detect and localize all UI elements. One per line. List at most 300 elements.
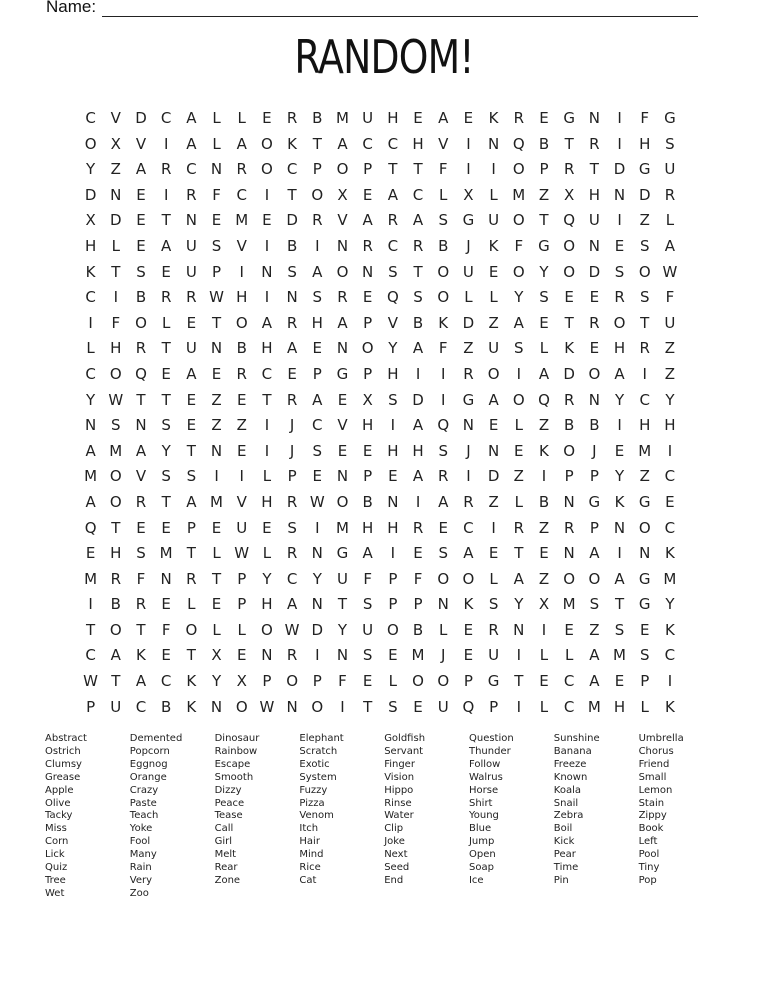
grid-letter[interactable]: A [312, 262, 323, 281]
grid-letter[interactable]: U [437, 697, 449, 716]
grid-letter[interactable]: T [136, 390, 146, 409]
grid-letter[interactable]: Z [664, 364, 676, 383]
grid-letter[interactable]: Y [211, 672, 222, 691]
grid-letter[interactable]: Z [639, 211, 650, 230]
grid-letter[interactable]: D [311, 620, 324, 639]
grid-letter[interactable]: K [438, 313, 449, 332]
grid-letter[interactable]: X [538, 595, 550, 614]
grid-letter[interactable]: I [617, 544, 622, 563]
grid-letter[interactable]: C [286, 569, 298, 588]
grid-letter[interactable]: A [186, 492, 197, 511]
grid-letter[interactable]: U [185, 236, 197, 255]
grid-letter[interactable]: B [412, 313, 424, 332]
grid-letter[interactable]: G [487, 672, 500, 691]
grid-letter[interactable]: M [335, 109, 349, 127]
grid-letter[interactable]: Q [462, 697, 475, 716]
grid-letter[interactable]: P [312, 672, 322, 691]
grid-letter[interactable]: R [664, 185, 676, 204]
grid-letter[interactable]: E [614, 672, 625, 691]
grid-letter[interactable]: N [613, 518, 626, 537]
grid-letter[interactable]: S [413, 288, 423, 307]
grid-letter[interactable]: N [261, 262, 273, 281]
grid-letter[interactable]: I [491, 518, 496, 537]
grid-letter[interactable]: P [640, 672, 650, 691]
grid-letter[interactable]: E [564, 288, 574, 307]
grid-letter[interactable]: O [286, 672, 298, 691]
grid-letter[interactable]: Y [262, 569, 272, 588]
grid-letter[interactable]: T [111, 518, 121, 537]
grid-letter[interactable]: T [211, 313, 222, 332]
grid-letter[interactable]: N [185, 211, 197, 230]
grid-letter[interactable]: L [539, 646, 549, 665]
grid-letter[interactable]: R [286, 313, 298, 332]
grid-letter[interactable]: P [212, 262, 222, 281]
grid-letter[interactable]: I [264, 185, 270, 204]
grid-letter[interactable]: T [161, 390, 171, 409]
name-blank-line[interactable] [102, 0, 698, 17]
grid-letter[interactable]: C [639, 390, 650, 409]
grid-letter[interactable]: S [614, 620, 625, 639]
grid-letter[interactable]: G [336, 364, 349, 383]
grid-letter[interactable]: H [362, 416, 374, 435]
grid-letter[interactable]: Y [614, 467, 625, 486]
grid-letter[interactable]: O [84, 134, 97, 153]
grid-letter[interactable]: D [412, 390, 424, 409]
grid-letter[interactable]: X [337, 185, 348, 204]
grid-letter[interactable]: A [85, 441, 96, 460]
grid-letter[interactable]: M [562, 595, 576, 614]
grid-letter[interactable]: S [111, 416, 121, 435]
grid-letter[interactable]: O [361, 339, 374, 358]
grid-letter[interactable]: M [411, 646, 425, 665]
grid-letter[interactable]: A [589, 672, 600, 691]
grid-letter[interactable]: W [309, 492, 325, 511]
grid-letter[interactable]: U [588, 211, 600, 230]
grid-letter[interactable]: I [617, 211, 622, 230]
grid-letter[interactable]: L [212, 109, 221, 127]
grid-letter[interactable]: I [617, 134, 622, 153]
grid-letter[interactable]: M [109, 441, 123, 460]
grid-letter[interactable]: E [161, 595, 171, 614]
grid-letter[interactable]: E [85, 544, 96, 563]
grid-letter[interactable]: D [110, 211, 122, 230]
grid-letter[interactable]: K [664, 697, 675, 716]
grid-letter[interactable]: Z [664, 339, 676, 358]
grid-letter[interactable]: I [642, 364, 647, 383]
grid-letter[interactable]: L [439, 185, 448, 204]
grid-letter[interactable]: O [512, 160, 525, 179]
grid-letter[interactable]: L [86, 339, 95, 358]
grid-letter[interactable]: A [412, 339, 424, 358]
grid-letter[interactable]: R [438, 467, 449, 486]
grid-letter[interactable]: I [441, 390, 446, 409]
grid-letter[interactable]: E [236, 646, 247, 665]
grid-letter[interactable]: R [513, 109, 524, 127]
grid-letter[interactable]: Q [437, 416, 450, 435]
grid-letter[interactable]: C [664, 646, 676, 665]
grid-letter[interactable]: N [110, 185, 122, 204]
grid-letter[interactable]: L [514, 416, 523, 435]
grid-letter[interactable]: L [212, 620, 221, 639]
grid-letter[interactable]: O [588, 364, 601, 383]
grid-letter[interactable]: A [186, 134, 197, 153]
grid-letter[interactable]: A [110, 646, 121, 665]
grid-letter[interactable]: R [286, 492, 298, 511]
grid-letter[interactable]: C [387, 134, 399, 153]
grid-letter[interactable]: B [564, 416, 575, 435]
grid-letter[interactable]: Y [539, 262, 549, 281]
grid-letter[interactable]: O [336, 492, 349, 511]
grid-letter[interactable]: S [589, 595, 600, 614]
grid-letter[interactable]: I [667, 441, 673, 460]
grid-letter[interactable]: Y [337, 620, 348, 639]
grid-letter[interactable]: E [312, 339, 323, 358]
grid-letter[interactable]: E [161, 262, 171, 281]
grid-letter[interactable]: O [185, 620, 198, 639]
grid-letter[interactable]: A [261, 313, 273, 332]
grid-letter[interactable]: H [387, 518, 399, 537]
grid-letter[interactable]: K [287, 134, 298, 153]
grid-letter[interactable]: N [563, 492, 575, 511]
grid-letter[interactable]: A [538, 364, 550, 383]
grid-letter[interactable]: O [437, 672, 450, 691]
grid-letter[interactable]: U [362, 109, 374, 127]
grid-letter[interactable]: L [237, 620, 246, 639]
grid-letter[interactable]: X [110, 134, 121, 153]
grid-letter[interactable]: W [234, 544, 250, 563]
grid-letter[interactable]: O [487, 364, 500, 383]
grid-letter[interactable]: H [639, 134, 651, 153]
grid-letter[interactable]: A [412, 467, 424, 486]
grid-letter[interactable]: T [564, 313, 574, 332]
grid-letter[interactable]: I [163, 185, 169, 204]
grid-letter[interactable]: R [589, 313, 600, 332]
grid-letter[interactable]: L [262, 544, 272, 563]
grid-letter[interactable]: L [539, 339, 549, 358]
grid-letter[interactable]: C [387, 236, 399, 255]
grid-letter[interactable]: S [639, 288, 650, 307]
grid-letter[interactable]: O [512, 390, 525, 409]
grid-letter[interactable]: H [588, 185, 600, 204]
grid-letter[interactable]: P [363, 313, 373, 332]
grid-letter[interactable]: I [466, 160, 471, 179]
grid-letter[interactable]: K [136, 646, 146, 665]
grid-letter[interactable]: X [236, 672, 247, 691]
grid-letter[interactable]: R [412, 236, 424, 255]
grid-letter[interactable]: E [665, 492, 675, 511]
grid-letter[interactable]: E [262, 518, 272, 537]
grid-letter[interactable]: T [186, 646, 196, 665]
grid-letter[interactable]: H [613, 697, 626, 716]
grid-letter[interactable]: S [211, 236, 222, 255]
grid-letter[interactable]: B [286, 236, 298, 255]
grid-letter[interactable]: B [236, 339, 247, 358]
grid-letter[interactable]: C [85, 364, 96, 383]
grid-letter[interactable]: E [161, 364, 171, 383]
grid-letter[interactable]: N [639, 544, 651, 563]
grid-letter[interactable]: I [264, 416, 270, 435]
grid-letter[interactable]: E [539, 313, 549, 332]
grid-letter[interactable]: I [441, 364, 446, 383]
grid-letter[interactable]: I [390, 544, 396, 563]
grid-letter[interactable]: E [362, 288, 373, 307]
grid-letter[interactable]: I [617, 109, 622, 127]
grid-letter[interactable]: C [261, 364, 273, 383]
grid-letter[interactable]: X [362, 390, 373, 409]
grid-letter[interactable]: T [337, 595, 348, 614]
grid-letter[interactable]: N [336, 646, 349, 665]
grid-letter[interactable]: R [563, 390, 575, 409]
grid-letter[interactable]: Q [386, 288, 399, 307]
grid-letter[interactable]: A [412, 416, 424, 435]
grid-letter[interactable]: T [614, 595, 625, 614]
grid-letter[interactable]: E [589, 288, 600, 307]
grid-letter[interactable]: A [664, 236, 676, 255]
grid-letter[interactable]: N [613, 185, 626, 204]
grid-letter[interactable]: F [514, 236, 524, 255]
grid-letter[interactable]: N [487, 134, 500, 153]
grid-letter[interactable]: O [109, 620, 122, 639]
grid-letter[interactable]: A [362, 211, 373, 230]
grid-letter[interactable]: W [284, 620, 300, 639]
grid-letter[interactable]: W [108, 390, 124, 409]
grid-letter[interactable]: A [135, 672, 147, 691]
grid-letter[interactable]: S [161, 467, 171, 486]
grid-letter[interactable]: N [362, 262, 374, 281]
grid-letter[interactable]: C [563, 697, 575, 716]
grid-letter[interactable]: L [564, 646, 574, 665]
grid-letter[interactable]: A [513, 569, 524, 588]
grid-letter[interactable]: P [564, 467, 574, 486]
grid-letter[interactable]: Y [86, 160, 96, 179]
grid-letter[interactable]: R [387, 211, 399, 230]
grid-letter[interactable]: P [287, 467, 297, 486]
grid-letter[interactable]: J [441, 646, 446, 665]
grid-letter[interactable]: W [662, 262, 678, 281]
grid-letter[interactable]: C [362, 134, 373, 153]
grid-letter[interactable]: E [186, 390, 197, 409]
grid-letter[interactable]: K [564, 339, 575, 358]
grid-letter[interactable]: H [110, 339, 122, 358]
grid-letter[interactable]: I [466, 467, 471, 486]
grid-letter[interactable]: C [664, 518, 676, 537]
grid-letter[interactable]: O [563, 262, 576, 281]
grid-letter[interactable]: K [463, 595, 474, 614]
grid-letter[interactable]: T [262, 390, 272, 409]
grid-letter[interactable]: E [539, 544, 549, 563]
grid-letter[interactable]: L [640, 697, 649, 716]
grid-letter[interactable]: P [413, 595, 423, 614]
grid-letter[interactable]: Z [538, 569, 550, 588]
grid-letter[interactable]: O [563, 236, 576, 255]
grid-letter[interactable]: I [163, 134, 169, 153]
grid-letter[interactable]: B [538, 134, 550, 153]
grid-letter[interactable]: Y [665, 390, 675, 409]
grid-letter[interactable]: N [135, 416, 147, 435]
grid-letter[interactable]: S [614, 262, 625, 281]
grid-letter[interactable]: E [614, 236, 625, 255]
grid-letter[interactable]: R [563, 518, 575, 537]
grid-letter[interactable]: I [214, 467, 219, 486]
grid-letter[interactable]: D [638, 185, 651, 204]
grid-letter[interactable]: E [362, 441, 373, 460]
grid-letter[interactable]: V [438, 134, 449, 153]
grid-letter[interactable]: Z [211, 416, 222, 435]
grid-letter[interactable]: E [463, 620, 474, 639]
grid-letter[interactable]: B [135, 288, 147, 307]
grid-letter[interactable]: K [186, 672, 197, 691]
grid-letter[interactable]: R [286, 544, 298, 563]
grid-letter[interactable]: T [136, 620, 146, 639]
grid-letter[interactable]: P [86, 697, 96, 716]
grid-letter[interactable]: J [289, 441, 295, 460]
grid-letter[interactable]: I [264, 236, 270, 255]
grid-letter[interactable]: C [412, 185, 424, 204]
grid-letter[interactable]: F [640, 109, 650, 127]
grid-letter[interactable]: E [287, 364, 297, 383]
grid-letter[interactable]: N [311, 544, 323, 563]
grid-letter[interactable]: Y [665, 595, 675, 614]
grid-letter[interactable]: E [362, 185, 373, 204]
grid-letter[interactable]: O [563, 441, 576, 460]
grid-letter[interactable]: E [211, 364, 222, 383]
grid-letter[interactable]: R [589, 134, 600, 153]
grid-letter[interactable]: O [235, 313, 248, 332]
grid-letter[interactable]: B [312, 109, 323, 127]
grid-letter[interactable]: T [287, 185, 297, 204]
grid-letter[interactable]: M [84, 569, 98, 588]
grid-letter[interactable]: A [438, 492, 449, 511]
grid-letter[interactable]: B [538, 492, 550, 511]
grid-letter[interactable]: U [462, 262, 474, 281]
grid-letter[interactable]: O [109, 467, 122, 486]
grid-letter[interactable]: P [463, 672, 473, 691]
grid-letter[interactable]: E [161, 646, 171, 665]
grid-letter[interactable]: H [387, 364, 399, 383]
grid-letter[interactable]: Z [463, 339, 474, 358]
grid-letter[interactable]: E [388, 467, 398, 486]
grid-letter[interactable]: U [488, 339, 500, 358]
grid-letter[interactable]: G [462, 211, 475, 230]
grid-letter[interactable]: R [362, 236, 373, 255]
grid-letter[interactable]: E [236, 441, 247, 460]
grid-letter[interactable]: P [312, 160, 322, 179]
grid-letter[interactable]: N [336, 339, 349, 358]
grid-letter[interactable]: T [413, 160, 423, 179]
grid-letter[interactable]: N [84, 416, 97, 435]
grid-letter[interactable]: F [438, 339, 448, 358]
grid-letter[interactable]: D [286, 211, 298, 230]
grid-letter[interactable]: Z [538, 416, 550, 435]
grid-letter[interactable]: S [287, 518, 297, 537]
grid-letter[interactable]: A [412, 211, 424, 230]
grid-letter[interactable]: R [286, 390, 298, 409]
grid-letter[interactable]: H [639, 416, 651, 435]
grid-letter[interactable]: E [488, 262, 499, 281]
grid-letter[interactable]: A [513, 313, 524, 332]
grid-letter[interactable]: A [614, 364, 625, 383]
grid-letter[interactable]: U [336, 569, 348, 588]
grid-letter[interactable]: S [665, 134, 675, 153]
grid-letter[interactable]: I [516, 697, 521, 716]
grid-letter[interactable]: B [362, 492, 373, 511]
grid-letter[interactable]: S [539, 288, 549, 307]
grid-letter[interactable]: B [110, 595, 121, 614]
grid-letter[interactable]: A [438, 109, 449, 127]
grid-letter[interactable]: U [185, 262, 197, 281]
grid-letter[interactable]: A [589, 544, 600, 563]
grid-letter[interactable]: V [135, 134, 147, 153]
grid-letter[interactable]: V [135, 467, 147, 486]
grid-letter[interactable]: U [664, 160, 676, 179]
grid-letter[interactable]: H [261, 339, 273, 358]
grid-letter[interactable]: E [463, 109, 474, 127]
grid-letter[interactable]: G [638, 569, 651, 588]
grid-letter[interactable]: H [84, 236, 97, 255]
grid-letter[interactable]: O [235, 697, 248, 716]
grid-letter[interactable]: I [617, 416, 622, 435]
grid-letter[interactable]: T [111, 262, 121, 281]
grid-letter[interactable]: B [589, 416, 600, 435]
grid-letter[interactable]: K [614, 492, 625, 511]
grid-letter[interactable]: P [589, 467, 599, 486]
grid-letter[interactable]: Z [236, 416, 247, 435]
grid-letter[interactable]: I [667, 672, 673, 691]
grid-letter[interactable]: S [362, 595, 373, 614]
grid-letter[interactable]: S [136, 544, 146, 563]
grid-letter[interactable]: N [210, 160, 223, 179]
grid-letter[interactable]: O [588, 569, 601, 588]
grid-letter[interactable]: E [136, 236, 146, 255]
grid-letter[interactable]: Y [514, 288, 524, 307]
grid-letter[interactable]: O [613, 313, 626, 332]
grid-letter[interactable]: R [135, 595, 147, 614]
grid-letter[interactable]: R [286, 646, 298, 665]
grid-letter[interactable]: O [437, 262, 450, 281]
grid-letter[interactable]: Z [488, 492, 499, 511]
grid-letter[interactable]: W [83, 672, 99, 691]
grid-letter[interactable]: S [438, 211, 448, 230]
grid-letter[interactable]: C [664, 467, 676, 486]
grid-letter[interactable]: O [512, 262, 525, 281]
grid-letter[interactable]: E [262, 109, 272, 127]
grid-letter[interactable]: N [387, 492, 399, 511]
grid-letter[interactable]: E [211, 595, 222, 614]
grid-letter[interactable]: F [413, 569, 423, 588]
grid-letter[interactable]: M [84, 467, 98, 486]
grid-letter[interactable]: A [85, 492, 96, 511]
grid-letter[interactable]: U [488, 211, 500, 230]
grid-letter[interactable]: P [363, 160, 373, 179]
grid-letter[interactable]: I [491, 160, 496, 179]
grid-letter[interactable]: S [639, 236, 650, 255]
grid-letter[interactable]: A [337, 313, 348, 332]
grid-letter[interactable]: I [340, 697, 345, 716]
grid-letter[interactable]: E [413, 697, 423, 716]
grid-letter[interactable]: H [664, 416, 676, 435]
grid-letter[interactable]: L [489, 569, 498, 588]
grid-letter[interactable]: F [111, 313, 121, 332]
grid-letter[interactable]: O [638, 518, 651, 537]
grid-letter[interactable]: J [592, 441, 597, 460]
grid-letter[interactable]: O [462, 569, 475, 588]
grid-letter[interactable]: E [463, 646, 474, 665]
grid-letter[interactable]: H [362, 518, 374, 537]
grid-letter[interactable]: Z [538, 185, 550, 204]
grid-letter[interactable]: V [387, 313, 398, 332]
grid-letter[interactable]: A [337, 134, 348, 153]
grid-letter[interactable]: W [209, 288, 224, 307]
